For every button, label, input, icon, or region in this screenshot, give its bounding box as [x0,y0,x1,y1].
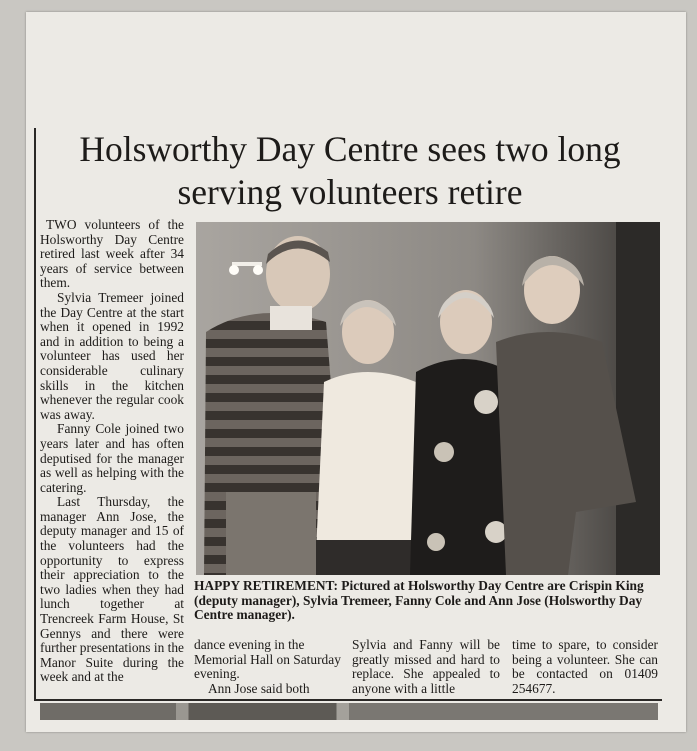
headline-line-2: serving volunteers retire [177,172,523,212]
paragraph-2: Sylvia Tremeer joined the Day Centre at the start when it opened in 1992 and in addition to being a volunteer has used her considerable culinary skills in the kitchen whenever the regular cook was away. [40,289,184,422]
retirement-photo [196,222,660,575]
column-rule-left [34,128,36,700]
paragraph-4: Last Thursday, the manager Ann Jose, the deputy manager and 15 of the volunteers had the opportunity to express their appreciation to the two ladies when they had lunch together at Trencreek Farm House, St Gennys and there were further presentations in the Manor Suite during the week and at the [40,494,184,685]
paragraph-7: Sylvia and Fanny will be greatly missed and hard to replace. She appealed to anyone with a little [352,637,500,696]
article-column-4 [512,638,658,696]
paragraph-1: TWO volunteers of the Holsworthy Day Centre retired last week after 34 years of service between them. [40,217,184,291]
headline-line-1: Holsworthy Day Centre sees two long [79,129,621,169]
retirement-photo-image [196,222,660,575]
paragraph-8: time to spare, to consider being a volunteer. She can be contacted on 01409 254677. [512,637,658,696]
paragraph-6: Ann Jose said both [208,680,310,696]
paragraph-5: dance evening in the Memorial Hall on Saturday evening. [194,637,341,682]
article-column-3 [352,638,500,696]
headline [40,128,660,214]
column-rule-bottom [34,699,662,701]
photo-curtain [616,222,660,575]
article-column-1 [40,218,184,685]
photo-caption: HAPPY RETIREMENT: Pictured at Holsworthy Day Centre are Crispin King (deputy manager), Sylvia Tremeer, Fanny Cole and Ann Jose (Holsworthy Day Centre manager). [194,578,644,623]
adjacent-article-strip [40,703,658,720]
article-column-2 [194,638,342,696]
paragraph-3: Fanny Cole joined two years later and has often deputised for the manager as well as helping with the catering. [40,421,184,495]
